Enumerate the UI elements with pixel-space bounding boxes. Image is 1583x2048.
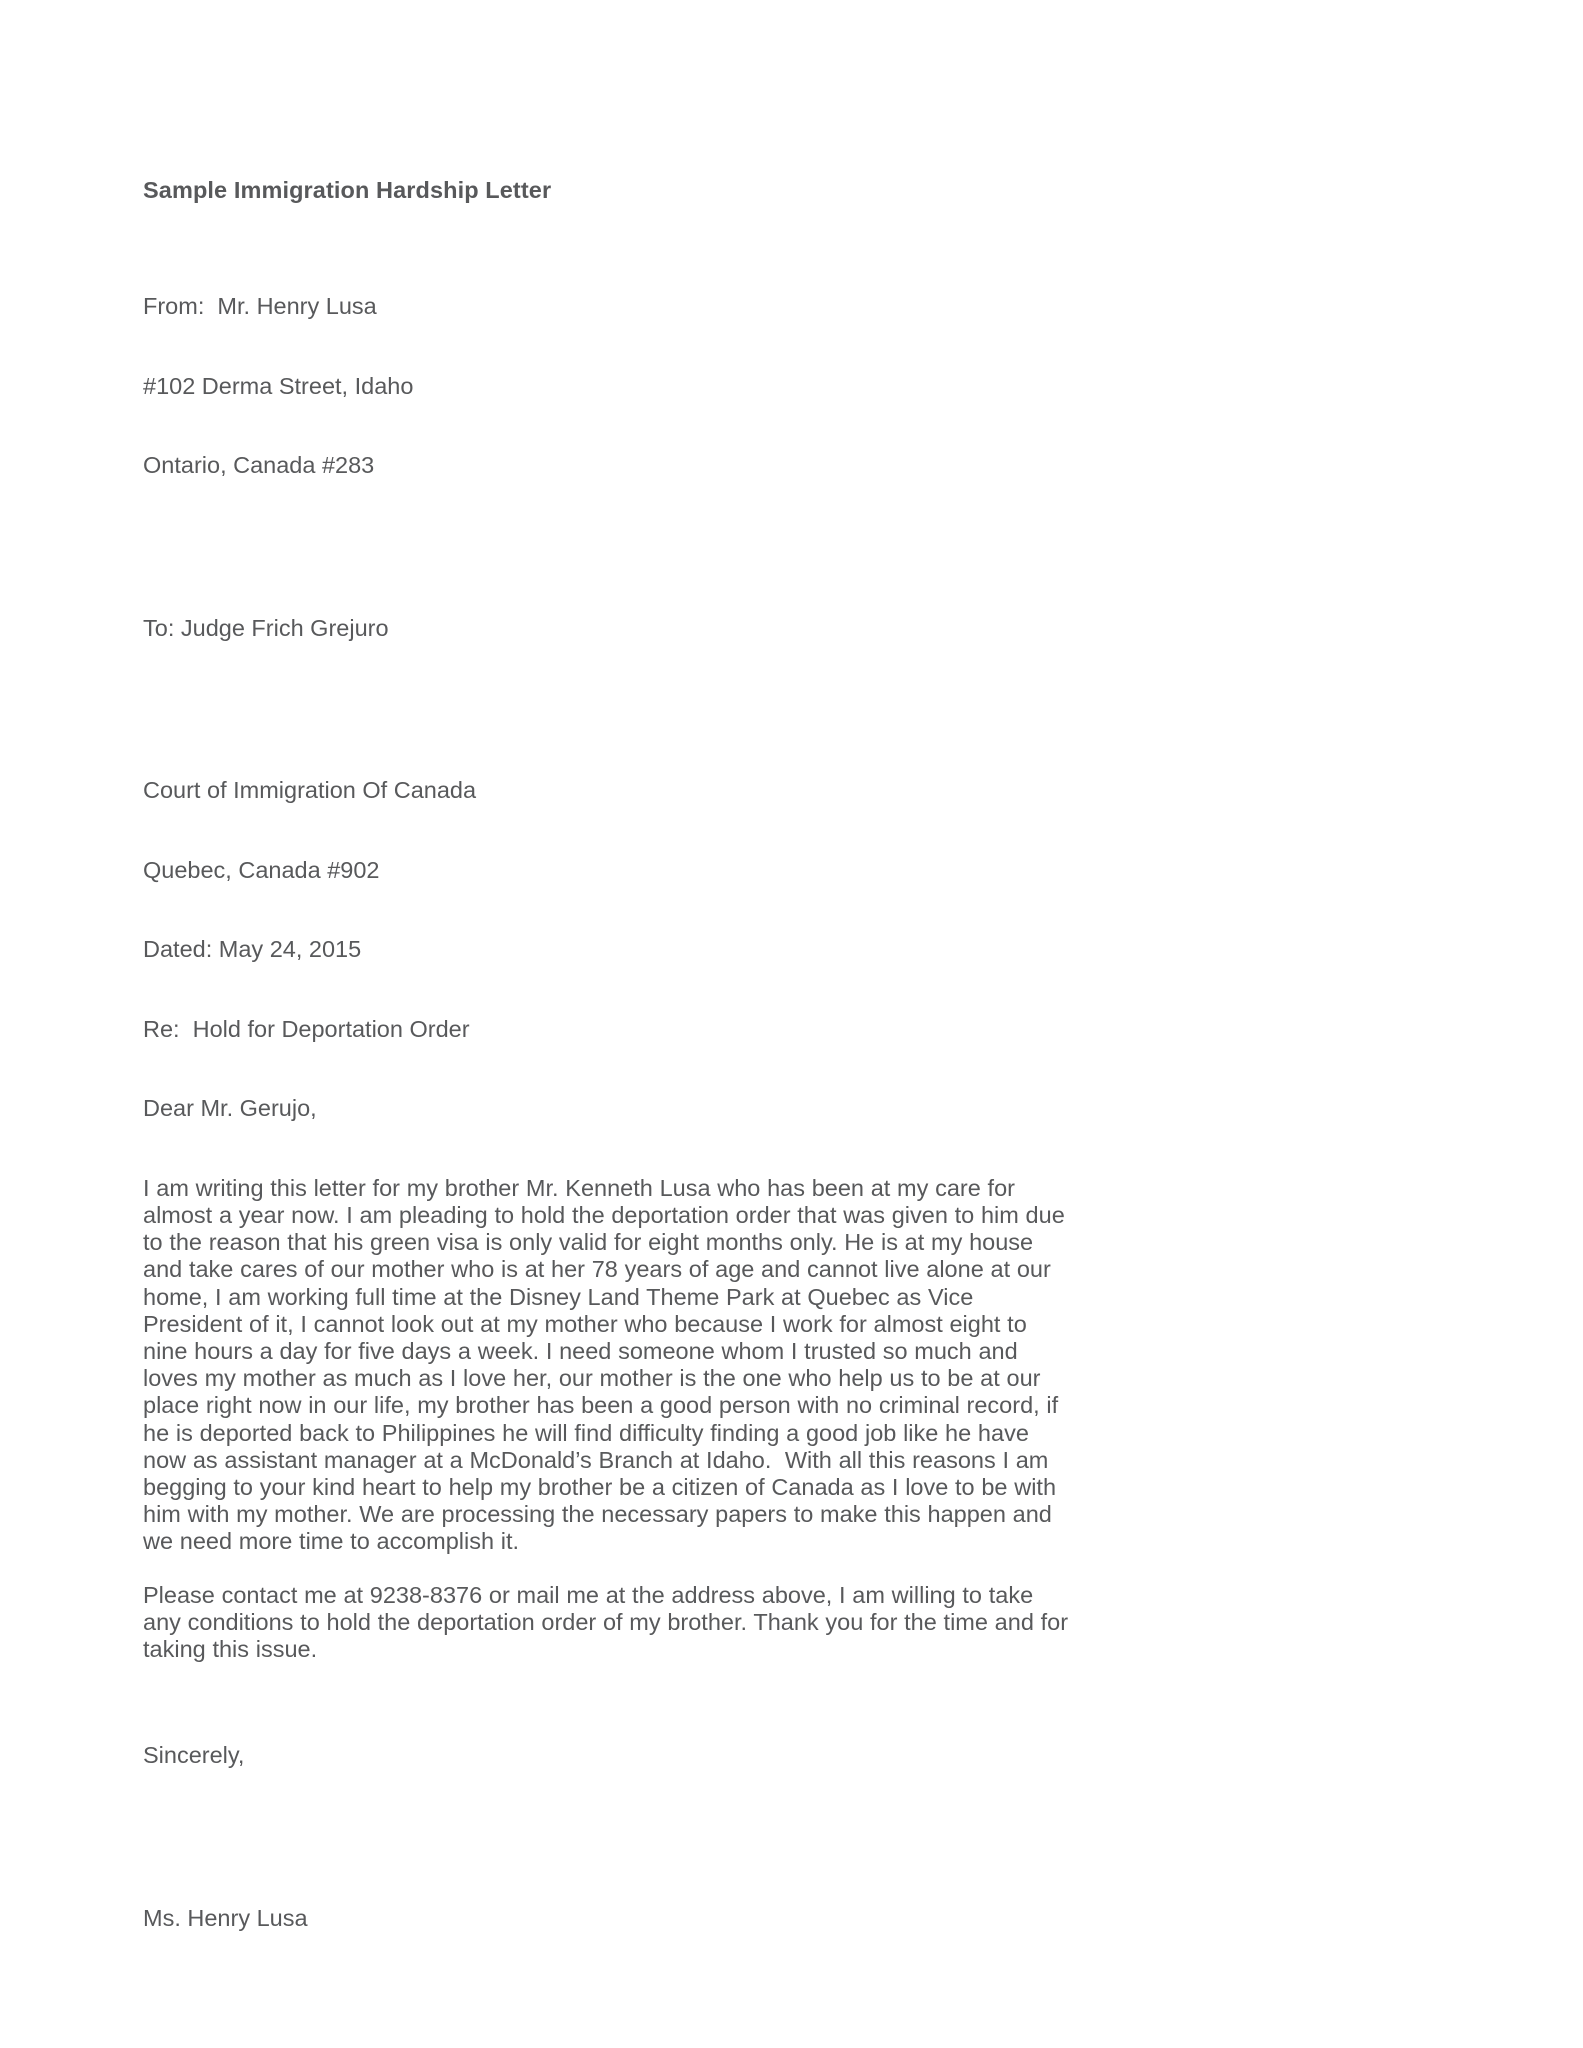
sender-from-line: From: Mr. Henry Lusa: [143, 293, 377, 320]
spacer-after-recipient: [143, 694, 1069, 724]
sender-address-line-1: #102 Derma Street, Idaho: [143, 372, 414, 399]
sender-address-line-2: Ontario, Canada #283: [143, 452, 375, 479]
court-address: Quebec, Canada #902: [143, 856, 380, 883]
valediction-text: Sincerely,: [143, 1742, 245, 1769]
letter-date: Dated: May 24, 2015: [143, 936, 362, 963]
court-name: Court of Immigration Of Canada: [143, 777, 477, 804]
spacer-between-paragraphs: [143, 1556, 1069, 1582]
spacer-after-title: [143, 204, 1069, 240]
recipient-block: [143, 562, 1069, 695]
sender-address-block: [143, 240, 1069, 532]
court-block: [143, 724, 1069, 1175]
spacer-before-signature: [143, 1822, 1069, 1852]
subject-line: Re: Hold for Deportation Order: [143, 1015, 470, 1042]
body-paragraph-1: I am writing this letter for my brother Mr. Kenneth Lusa who has been at my care for almost a year now. I am pleading to hold the deportation order that was given to him due to the reason that his green visa is only valid for eight months only. He is at my house and take cares of our mother who is at her 78 years of age and cannot live alone at our home, I am working full time at the Disney Land Theme Park at Quebec as Vice President of it, I cannot look out at my mother who because I work for almost eight to nine hours a day for five days a week. I need someone whom I trusted so much and loves my mother as much as I love her, our mother is the one who help us to be at our place right now in our life, my brother has been a good person with no criminal record, if he is deported back to Philippines he will find difficulty finding a good job like he have now as assistant manager at a McDonald’s Branch at Idaho. With all this reasons I am begging to your kind heart to help my brother be a citizen of Canada as I love to be with him with my mother. We are processing the necessary papers to make this happen and we need more time to accomplish it.: [143, 1174, 1072, 1555]
page-title: Sample Immigration Hardship Letter: [143, 177, 552, 203]
signature-block: [143, 1852, 1069, 1985]
body-paragraph-2: Please contact me at 9238-8376 or mail me at the address above, I am willing to take any conditions to hold the deportation order of my brother. Thank you for the time and for taking this issue.: [143, 1581, 1075, 1662]
valediction: [143, 1689, 1069, 1822]
spacer-before-closing: [143, 1663, 1069, 1689]
spacer-after-sender: [143, 532, 1069, 562]
recipient-to-line: To: Judge Frich Grejuro: [143, 614, 389, 641]
signature-name: Ms. Henry Lusa: [143, 1904, 308, 1931]
salutation: Dear Mr. Gerujo,: [143, 1095, 317, 1122]
letter-content: [143, 0, 1075, 1984]
